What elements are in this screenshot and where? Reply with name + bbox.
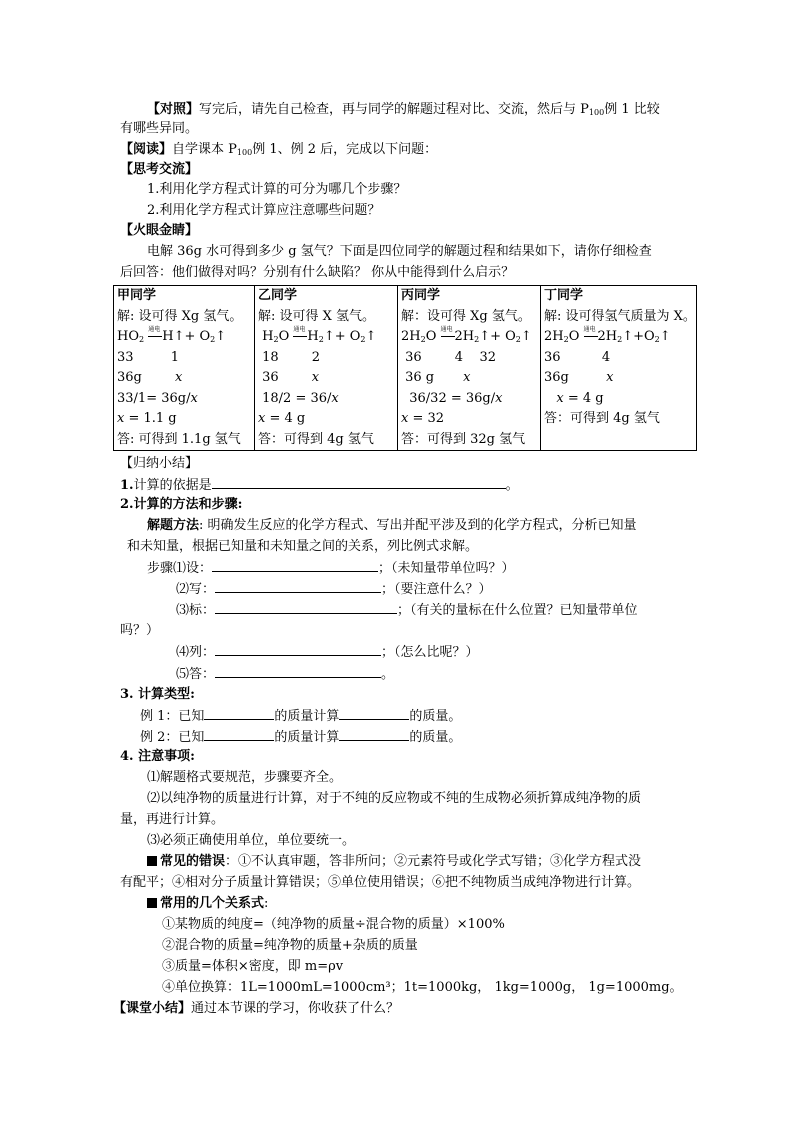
relation-2: ②混合物的质量=纯净物的质量+杂质的质量 [162,938,418,953]
student-cell-jia [114,286,255,451]
compare-line-1: 【对照】写完后，请先自己检查，再与同学的解题过程对比、交流，然后与 $P_{100}$例 1 比较 [147,102,660,117]
relations-title: 常用的几个关系式: [147,895,268,913]
solution-line: x = 4 g [258,411,306,426]
step-1-blank[interactable] [212,559,378,572]
solution-line: 36 4 32 [401,349,497,365]
student-cell-bing [398,286,541,451]
example-2-blank-b[interactable] [339,728,409,741]
solution-line: 18 2 [258,349,321,365]
note-3: ⑶必须正确使用单位，单位要统一。 [147,833,356,848]
common-errors-1: 常见的错误：①不认真审题，答非所问；②元素符号或化学式写错；③化学方程式没 [147,853,641,871]
note-2b: 量，再进行计算。 [120,812,225,827]
step-2: ⑵写： ；（要注意什么？） [176,582,492,597]
step-5: ⑸答： 。 [176,667,395,682]
summary-basis: 1.计算的依据是 。 [120,478,519,493]
calc-example-2: 例 2：已知 的质量计算 的质量。 [140,730,462,745]
student-cell-ding [541,286,697,451]
example-1-blank-a[interactable] [204,707,274,720]
basis-blank[interactable] [212,476,506,489]
student-cell-yi [255,286,398,451]
solution-equation: $H_2O$ 通电 $H_2↑+$ $O_2↑$ [258,326,377,344]
student-name: 丁同学 [544,288,584,303]
class-summary-tag: 【课堂小结】 [113,1001,192,1016]
method-line-2: 和未知量，根据已知量和未知量之间的关系，列比例式求解。 [127,539,479,554]
solution-line: 36 4 [544,349,611,365]
step-5-blank[interactable] [215,665,381,678]
relation-1: ①某物质的纯度=（纯净物的质量÷混合物的质量）×100% [162,917,505,932]
solution-answer: 答: 可得到 1.1g 氢气 [117,431,241,447]
summary-header: 【归纳小结】 [120,456,199,471]
solution-line: 36g x [117,370,183,385]
solution-equation: $2H_2O$ 通电 $2H_2↑+O_2↑$ [544,326,671,344]
step-3-continued: 吗？） [120,623,160,638]
note-1: ⑴解题格式要规范，步骤要齐全。 [147,770,343,785]
calc-types-title: 3. 计算类型: [120,687,195,702]
think-header: 【思考交流】 [120,162,199,177]
solution-line: x = 4 g [556,390,604,406]
solution-answer: 答：可得到 4g 氢气 [544,411,660,426]
keen-intro-1: 电解 36g 水可得到多少 g 氢气？下面是四位同学的解题过程和结果如下，请你仔细检查 [147,244,652,259]
step-4-blank[interactable] [215,643,381,656]
square-bullet-icon [147,898,157,908]
common-errors-2: 有配平；④相对分子质量计算错误；⑤单位使用错误；⑥把不纯物质当成纯净物进行计算。 [120,875,641,890]
step-1: 步骤⑴设： ；（未知量带单位吗？） [147,561,515,576]
solution-answer: 答：可得到 4g 氢气 [258,431,374,447]
keen-intro-2: 后回答：他们做得对吗？分别有什么缺陷？ 你从中能得到什么启示？ [120,265,515,280]
note-2a: ⑵以纯净物的质量进行计算，对于不纯的反应物或不纯的生成物必须折算成纯净物的质 [147,791,642,806]
solution-line: 解: 设可得 X 氢气。 [258,308,376,324]
solution-line: 36 x [258,370,320,385]
solution-equation: $HO_2$ 通电 H↑+ $O_2↑$ [117,326,227,344]
method-line-1: 解题方法: 明确发生反应的化学方程式、写出并配平涉及到的化学方程式，分析已知量 [147,518,637,533]
read-tag: 【阅读】 [120,142,173,157]
solution-line: 36/32 = 36g/x [401,390,503,406]
student-name: 甲同学 [117,288,157,303]
step-4: ⑷列： ；（怎么比呢？） [176,645,479,660]
step-3: ⑶标： ；（有关的量标在什么位置？已知量带单位 [176,603,638,618]
solution-line: 解: 设可得 Xg 氢气。 [117,308,243,324]
relation-3: ③质量=体积×密度，即 m=ρv [162,959,344,974]
summary-method-title: 2.计算的方法和步骤: [120,497,243,512]
keen-header: 【火眼金睛】 [120,223,199,238]
student-solutions-table [113,285,697,451]
calc-example-1: 例 1：已知 的质量计算 的质量。 [140,709,462,724]
solution-line: 33 1 [117,349,180,365]
student-name: 丙同学 [401,288,441,303]
solution-line: 36g x [544,370,614,385]
square-bullet-icon [147,856,157,866]
solution-line: x = 1.1 g [117,411,177,426]
solution-equation: $2H_2O$ 通电 $2H_2↑+$ $O_2↑$ [401,326,532,344]
example-2-blank-a[interactable] [204,728,274,741]
compare-line-2: 有哪些异同。 [120,121,199,136]
compare-tag: 【对照】 [147,102,200,117]
think-question-1: 1.利用化学方程式计算的可分为哪几个步骤？ [147,182,407,197]
step-2-blank[interactable] [215,580,381,593]
think-question-2: 2.利用化学方程式计算应注意哪些问题？ [147,203,381,218]
class-summary: 【课堂小结】通过本节课的学习，你收获了什么？ [113,1001,400,1016]
student-name: 乙同学 [258,288,298,303]
read-line: 【阅读】自学课本 $P_{100}$例 1、例 2 后，完成以下问题： [120,142,438,157]
solution-line: 解：设可得 Xg 氢气。 [401,308,531,324]
relation-4: ④单位换算：1L=1000mL=1000cm³；1t=1000kg， 1kg=1000g， 1g=1000mg。 [162,980,683,995]
solution-line: 18/2 = 36/x [258,390,339,406]
solution-line: 解: 设可得氢气质量为 X。 [544,308,696,324]
solution-line: x = 32 [401,411,445,426]
notes-title: 4. 注意事项: [120,749,195,764]
solution-line: 33/1= 36g/x [117,390,198,406]
example-1-blank-b[interactable] [339,707,409,720]
solution-answer: 答：可得到 32g 氢气 [401,431,526,447]
solution-line: 36 g x [401,370,471,385]
step-3-blank[interactable] [215,601,397,614]
